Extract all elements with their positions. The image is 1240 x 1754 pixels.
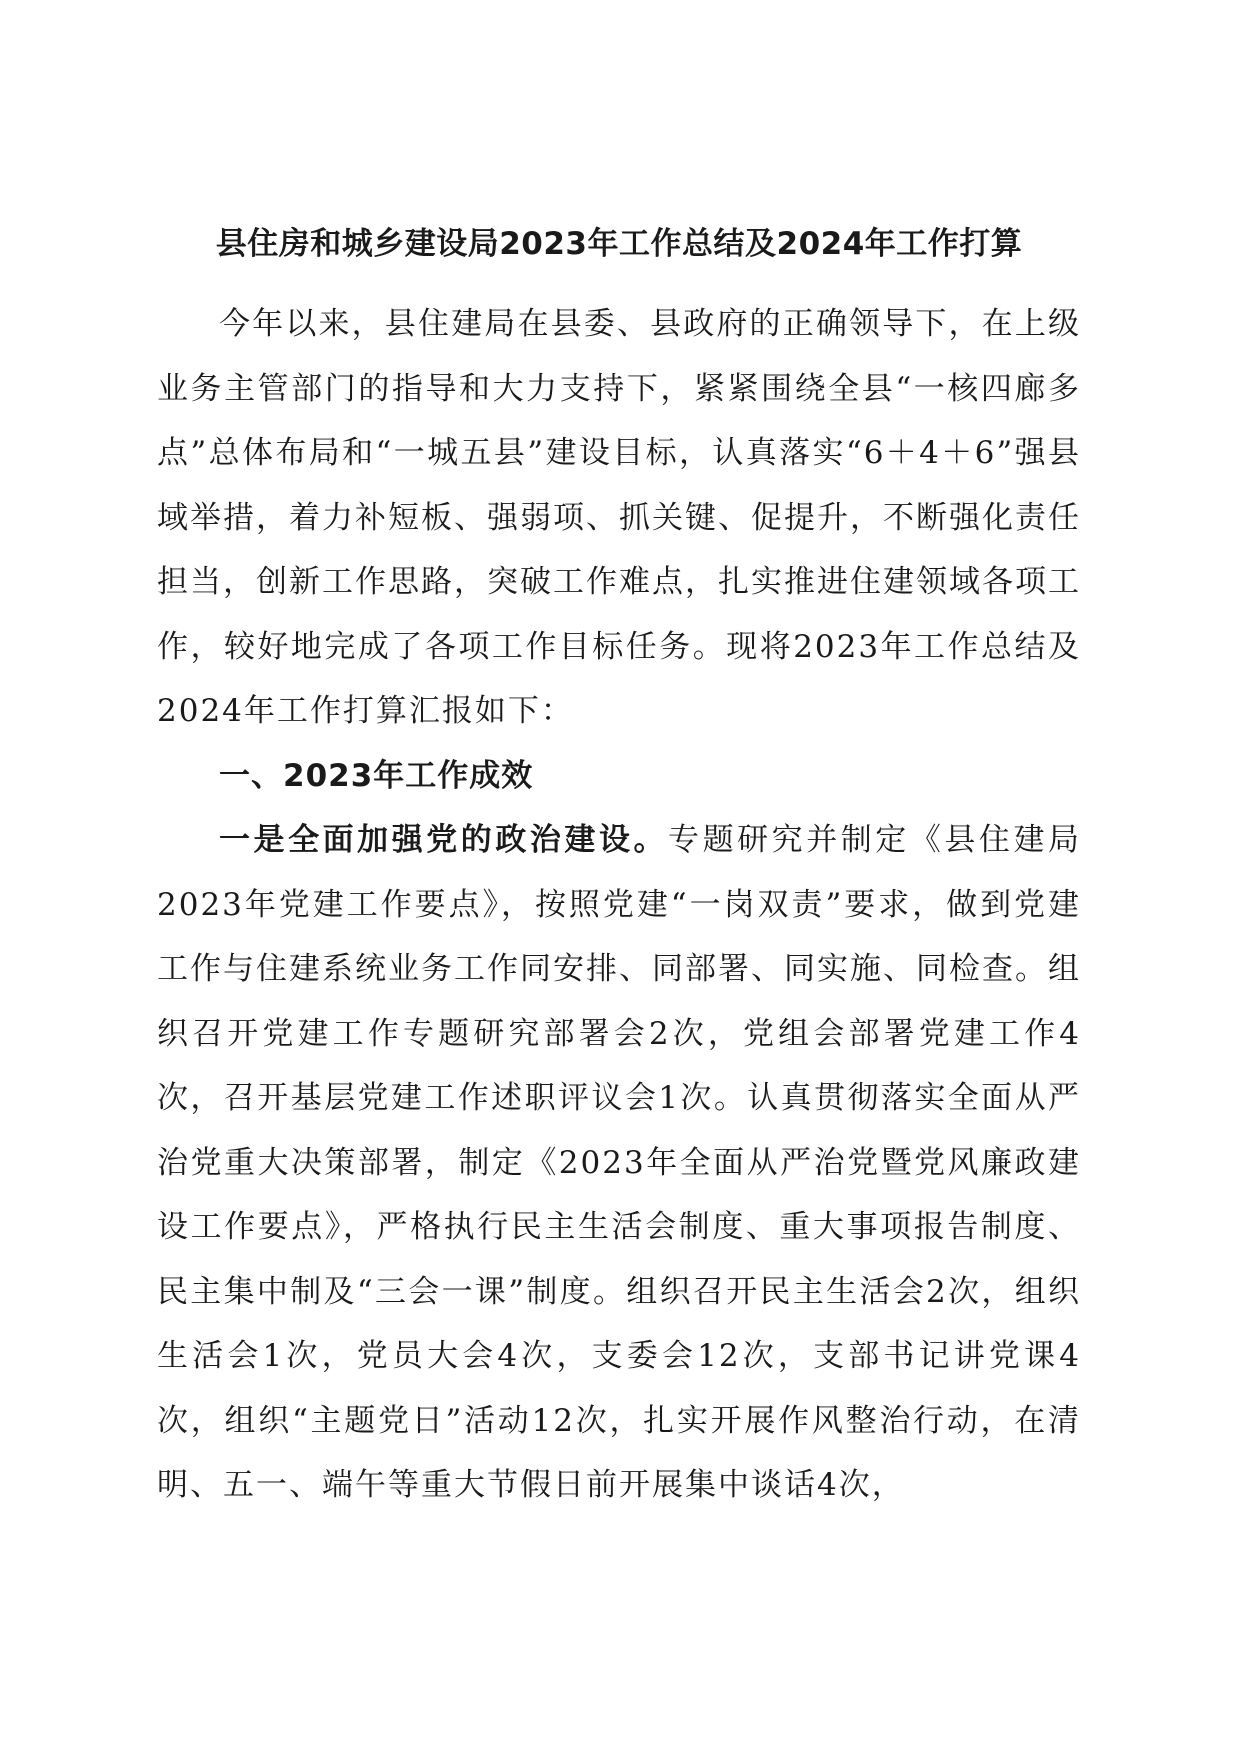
item-body-text: 专题研究并制定《县住建局2023年党建工作要点》，按照党建“一岗双责”要求，做到党建工作与住建系统业务工作同安排、同部署、同实施、同检查。组织召开党建工作专题研究部署会2次，党组会部署党建工作4次，召开基层党建工作述职评议会1次。认真贯彻落实全面从严治党重大决策部署，制定《2023年全面从严治党暨党风廉政建设工作要点》，严格执行民主生活会制度、重大事项报告制度、民主集中制及“三会一课”制度。组织召开民主生活会2次，组织生活会1次，党员大会4次，支委会12次，支部书记讲党课4次，组织“主题党日”活动12次，扎实开展作风整治行动，在清明、五一、端午等重大节假日前开展集中谈话4次， bbox=[157, 822, 1082, 1503]
item-paragraph bbox=[157, 808, 1081, 1518]
document-body bbox=[157, 218, 1081, 1518]
section-heading: 一、2023年工作成效 bbox=[219, 757, 534, 794]
intro-paragraph: 今年以来，县住建局在县委、县政府的正确领导下，在上级业务主管部门的指导和大力支持下，紧紧围绕全县“一核四廊多点”总体布局和“一城五县”建设目标，认真落实“6＋4＋6”强县域举措，着力补短板、强弱项、抓关键、促提升，不断强化责任担当，创新工作思路，突破工作难点，扎实推进住建领域各项工作，较好地完成了各项工作目标任务。现将2023年工作总结及2024年工作打算汇报如下： bbox=[157, 306, 1081, 729]
document-title: 县住房和城乡建设局2023年工作总结及2024年工作打算 bbox=[215, 226, 1023, 262]
item-lead-text: 一是全面加强党的政治建设。 bbox=[219, 822, 669, 858]
